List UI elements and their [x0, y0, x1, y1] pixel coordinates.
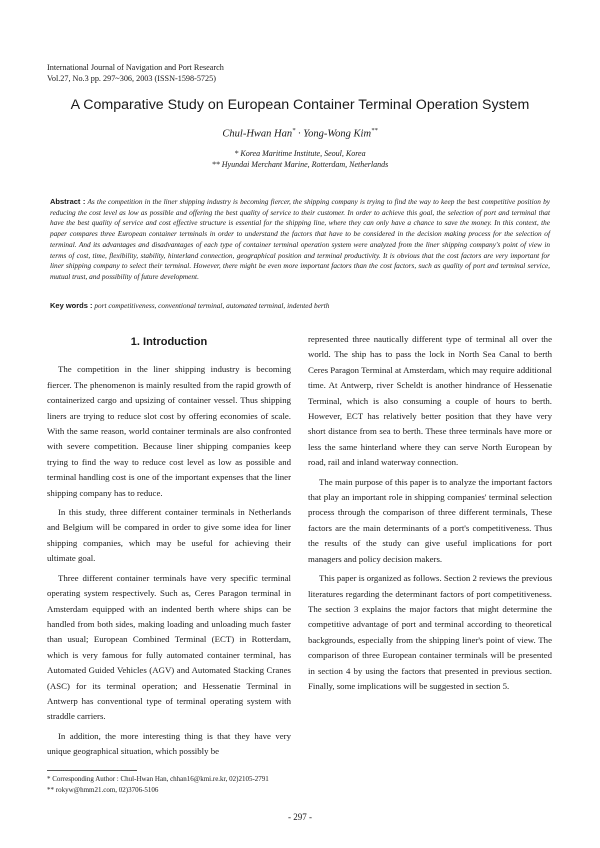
- author-1-mark: *: [292, 127, 296, 134]
- author-line: [0, 127, 600, 140]
- affiliation-1: * Korea Maritime Institute, Seoul, Korea: [234, 149, 366, 158]
- keywords-label: Key words :: [50, 301, 93, 310]
- journal-name: International Journal of Navigation and Port Research: [47, 63, 224, 72]
- author-1: Chul-Hwan Han: [222, 128, 293, 140]
- paragraph: This paper is organized as follows. Section 2 reviews the previous literatures regarding the determinant factors of port competitiveness. The section 3 explains the major factors that might determine the competitive advantage of port and terminal according to theoretical backgrounds, especially from the shipping liner's point of view. The comparison of three European container terminals will be presented in section 4 by using the factors that presented in previous section. Finally, some implications will be suggested in section 5.: [308, 573, 552, 691]
- affiliation-2: ** Hyundai Merchant Marine, Rotterdam, Netherlands: [211, 160, 389, 169]
- author-2-mark: **: [371, 127, 378, 134]
- section-heading: 1. Introduction: [130, 336, 208, 348]
- paragraph: In this study, three different container terminals in Netherlands and Belgium will be compared in order to give some idea for liner shipping companies, which may be useful for achieving their ultimate goal.: [47, 507, 291, 564]
- abstract-label: Abstract :: [50, 197, 86, 206]
- right-column: [308, 332, 552, 698]
- abstract: [50, 197, 550, 283]
- paragraph: In addition, the more interesting thing is that they have very unique geographical situation, which possibly be: [47, 730, 291, 757]
- paper-title: A Comparative Study on European Container Terminal Operation System: [70, 97, 530, 113]
- footnote-1: * Corresponding Author : Chul-Hwan Han, chhan16@kmi.re.kr, 02)2105-2791: [47, 775, 269, 783]
- paragraph: represented three nautically different type of terminal all over the world. The ship has to pass the lock in North Sea Canal to berth Ceres Paragon Terminal at Amsterdam, which may require additional time. At Antwerp, river Scheldt is another hindrance of Hessenatie Terminal, which is also consuming a couple of hours to berth. However, ECT has relatively better position that they have very short distance from sea to berth. These three terminals have more or less the same hinterland where they can serve North European by road, rail and inland waterway connection.: [308, 334, 552, 468]
- author-2: Yong-Wong Kim: [303, 128, 372, 140]
- page-number: - 297 -: [288, 812, 312, 822]
- keywords-text: port competitiveness, conventional terminal, automated terminal, indented berth: [94, 301, 330, 310]
- left-column: [47, 330, 291, 764]
- author-separator: ·: [295, 128, 304, 140]
- affiliations: [0, 148, 600, 170]
- paragraph: The competition in the liner shipping industry is becoming fiercer. The phenomenon is mainly resulted from the rapid growth of containerized cargo and upsizing of container vessel. Thus shipping liners are trying to reduce slot cost by offering economies of scale. With the same reason, world container terminals are also confronted with severe competition. Because liner shipping companies keep trying to find the way to reduce cost level as low as possible and terminal handling cost is one of the important expenses that the liner shipping company has to reduce.: [47, 364, 291, 498]
- paragraph: The main purpose of this paper is to analyze the important factors that play an important role in shipping companies' terminal selection process through the comparison of three different terminals, These factors are the main determinants of a port's competitiveness. Thus the results of the study can give useful implications for port managers and policy decision makers.: [308, 476, 552, 564]
- footnote-2: ** rokyw@hmm21.com, 02)3706-5106: [47, 785, 159, 794]
- paragraph: Three different container terminals have very specific terminal operating system respectively. Such as, Ceres Paragon terminal in Amsterdam equipped with an indented berth where ships can be handled from both sides, making loading and unloading much faster than usual; European Combined Terminal (ECT) in Rotterdam, which is very famous for fully automated container terminal, has Automated Guided Vehicles (AGV) and Automated Stacking Cranes (ASC) for its terminal operation; and Hessenatie Terminal in Antwerp has conventional type of terminal operating system with straddle carriers.: [47, 572, 291, 722]
- footnotes: [47, 774, 269, 795]
- journal-header: [47, 62, 224, 84]
- journal-volume: Vol.27, No.3 pp. 297~306, 2003 (ISSN-1598-5725): [47, 74, 216, 83]
- keywords: [50, 301, 550, 311]
- abstract-text: As the competition in the liner shipping industry is becoming fiercer, the shipping company is trying to find the way to keep the best competitive position by reducing the cost level as low as possible and offering the best quality of service to their customer. In order to achieve this goal, the selection of port and terminal that have the best quality of service and cost effective structure is essential for the shipping line, where they can only have a chance to save the money. In this context, the paper compares three European container terminals in order to understand the factors that have to be considered in the decision making process for the selection of terminal. And its advantages and disadvantages of each type of container terminal operation system were analyzed from the liner shipping company's point of view in terms of cost, time, flexibility, stability, hinterland connection, geographical position and terminal productivity. It is obvious that the cost factors are very important for liner shipping company to select their terminal. However, there might be even more important factors than the cost factors, such as quality of port and terminal service, mutual trust, and possibility of future development.: [50, 197, 550, 281]
- footnote-divider: [47, 770, 137, 771]
